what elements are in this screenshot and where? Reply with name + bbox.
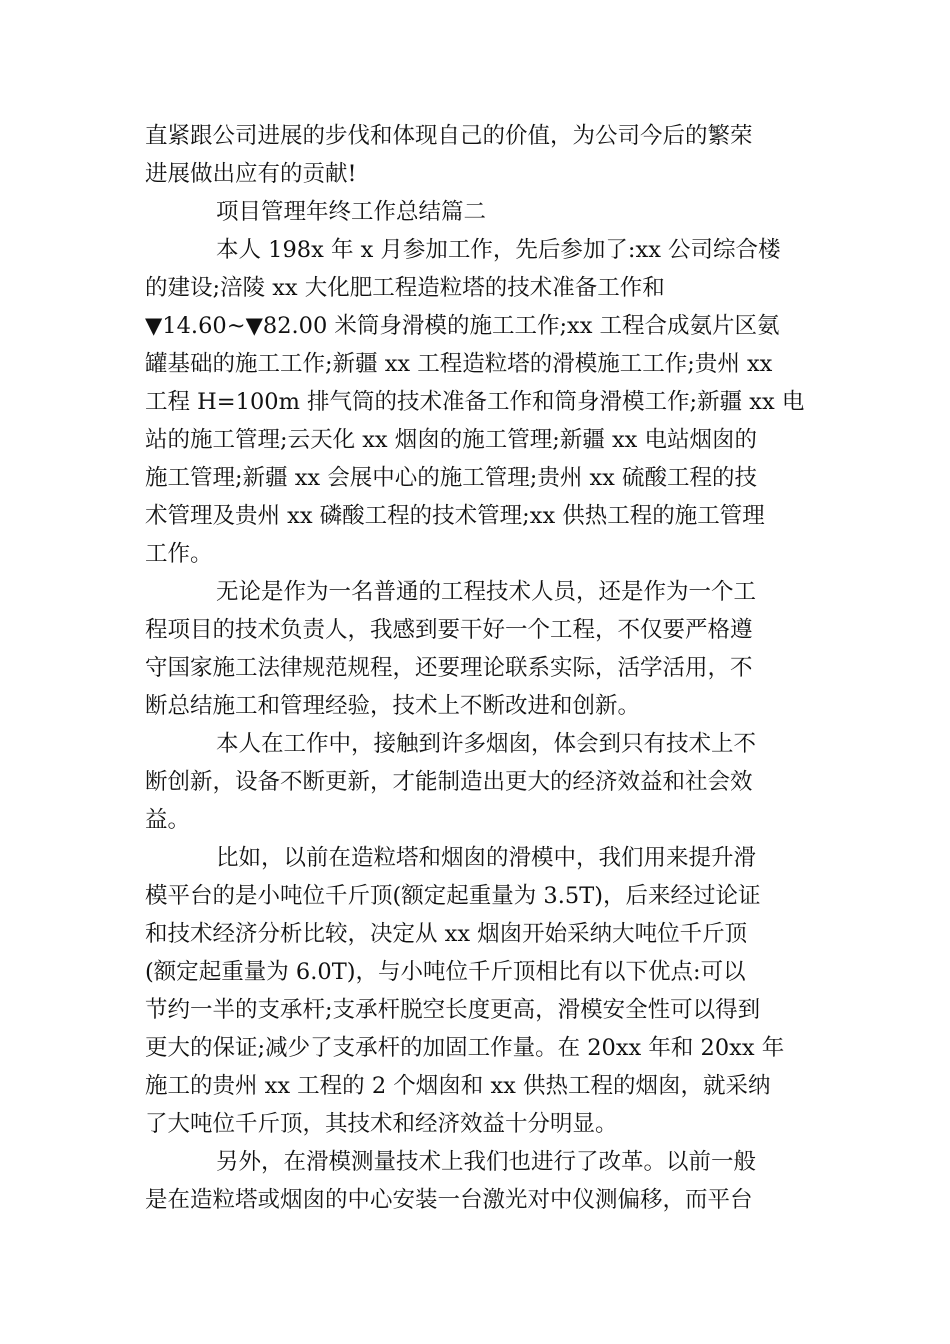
text-line: ▼14.60~▼82.00 米筒身滑模的施工工作;xx 工程合成氨片区氨 — [145, 313, 780, 339]
text-line: 的建设;涪陵 xx 大化肥工程造粒塔的技术准备工作和 — [145, 275, 665, 301]
text-line: 模平台的是小吨位千斤顶(额定起重量为 3.5T)，后来经过论证 — [145, 883, 761, 909]
text-line: (额定起重量为 6.0T)，与小吨位千斤顶相比有以下优点:可以 — [145, 959, 746, 985]
text-line: 本人 198x 年 x 月参加工作，先后参加了:xx 公司综合楼 — [216, 237, 781, 263]
text-line: 节约一半的支承杆;支承杆脱空长度更高，滑模安全性可以得到 — [145, 997, 761, 1023]
section-heading: 项目管理年终工作总结篇二 — [216, 199, 487, 225]
text-line: 是在造粒塔或烟囱的中心安装一台激光对中仪测偏移，而平台 — [145, 1187, 753, 1213]
text-line: 另外，在滑模测量技术上我们也进行了改革。以前一般 — [216, 1149, 757, 1175]
text-line: 更大的保证;减少了支承杆的加固工作量。在 20xx 年和 20xx 年 — [145, 1035, 785, 1061]
text-line: 了大吨位千斤顶，其技术和经济效益十分明显。 — [145, 1111, 618, 1137]
text-line: 术管理及贵州 xx 磷酸工程的技术管理;xx 供热工程的施工管理 — [145, 503, 765, 529]
text-line: 比如，以前在造粒塔和烟囱的滑模中，我们用来提升滑 — [216, 845, 757, 871]
text-line: 工程 H=100m 排气筒的技术准备工作和筒身滑模工作;新疆 xx 电 — [145, 389, 805, 415]
text-line: 施工的贵州 xx 工程的 2 个烟囱和 xx 供热工程的烟囱，就采纳 — [145, 1073, 771, 1099]
text-line: 和技术经济分析比较，决定从 xx 烟囱开始采纳大吨位千斤顶 — [145, 921, 748, 947]
text-line: 工作。 — [145, 541, 213, 567]
text-line: 守国家施工法律规范规程，还要理论联系实际，活学活用，不 — [145, 655, 753, 681]
text-line: 罐基础的施工工作;新疆 xx 工程造粒塔的滑模施工工作;贵州 xx — [145, 351, 773, 377]
text-line: 进展做出应有的贡献! — [145, 161, 357, 187]
text-line: 断创新，设备不断更新，才能制造出更大的经济效益和社会效 — [145, 769, 753, 795]
text-line: 本人在工作中，接触到许多烟囱，体会到只有技术上不 — [216, 731, 757, 757]
text-line: 直紧跟公司进展的步伐和体现自己的价值，为公司今后的繁荣 — [145, 123, 753, 149]
text-line: 程项目的技术负责人，我感到要干好一个工程，不仅要严格遵 — [145, 617, 753, 643]
text-line: 益。 — [145, 807, 191, 833]
text-line: 施工管理;新疆 xx 会展中心的施工管理;贵州 xx 硫酸工程的技 — [145, 465, 758, 491]
text-line: 无论是作为一名普通的工程技术人员，还是作为一个工 — [216, 579, 757, 605]
text-line: 站的施工管理;云天化 xx 烟囱的施工管理;新疆 xx 电站烟囱的 — [145, 427, 758, 453]
text-line: 断总结施工和管理经验，技术上不断改进和创新。 — [145, 693, 641, 719]
